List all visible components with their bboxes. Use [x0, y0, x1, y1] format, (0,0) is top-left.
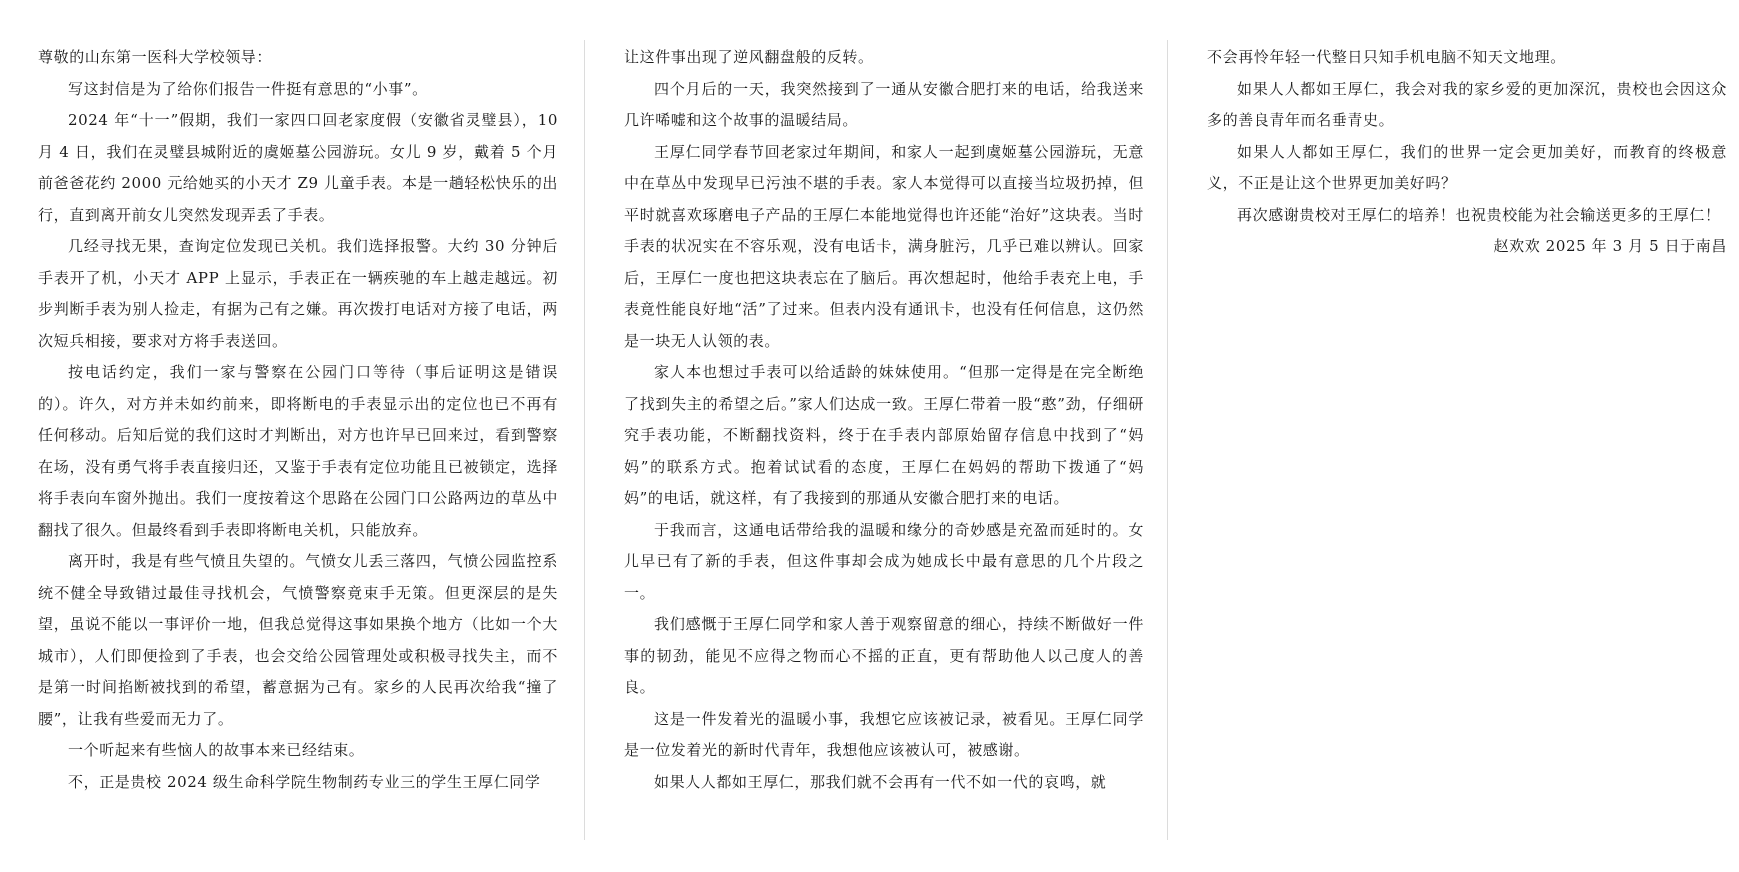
paragraph-continuation: 不会再怜年轻一代整日只知手机电脑不知天文地理。: [1207, 48, 1566, 66]
paragraph: 如果人人都如王厚仁，我们的世界一定会更加美好，而教育的终极意义，不正是让这个世界更加美好吗？: [1207, 142, 1727, 192]
salutation: 尊敬的山东第一医科大学校领导：: [38, 48, 273, 66]
signature: 赵欢欢 2025 年 3 月 5 日于南昌: [1493, 237, 1727, 255]
paragraph: 王厚仁同学春节回老家过年期间，和家人一起到虞姬墓公园游玩，无意中在草丛中发现早已污浊不堪的手表。家人本觉得可以直接当垃圾扔掉，但平时就喜欢琢磨电子产品的王厚仁本能地觉得也许还能“治好”这块表。当时手表的状况实在不容乐观，没有电话卡，满身脏污，几乎已难以辨认。回家后，王厚仁一度也把这块表忘在了脑后。再次想起时，他给手表充上电，手表竟性能良好地“活”了过来。但表内没有通讯卡，也没有任何信息，这仍然是一块无人认领的表。: [624, 142, 1144, 350]
paragraph: 如果人人都如王厚仁，我会对我的家乡爱的更加深沉，贵校也会因这众多的善良青年而名垂青史。: [1207, 79, 1727, 129]
paragraph: 家人本也想过手表可以给适龄的妹妹使用。“但那一定得是在完全断绝了找到失主的希望之后。”家人们达成一致。王厚仁带着一股“憨”劲，仔细研究手表功能，不断翻找资料，终于在手表内部原始留存信息中找到了“妈妈”的联系方式。抱着试试看的态度，王厚仁在妈妈的帮助下拨通了“妈妈”的电话，就这样，有了我接到的那通从安徽合肥打来的电话。: [624, 363, 1144, 507]
letter-column-1: [38, 42, 558, 798]
paragraph-continuation: 让这件事出现了逆风翻盘般的反转。: [624, 48, 874, 66]
letter-column-3: [1207, 42, 1727, 263]
paragraph: 这是一件发着光的温暖小事，我想它应该被记录，被看见。王厚仁同学是一位发着光的新时代青年，我想他应该被认可，被感谢。: [624, 709, 1144, 759]
paragraph: 于我而言，这通电话带给我的温暖和缘分的奇妙感是充盈而延时的。女儿早已有了新的手表，但这件事却会成为她成长中最有意思的几个片段之一。: [624, 520, 1144, 602]
paragraph: 离开时，我是有些气愤且失望的。气愤女儿丢三落四，气愤公园监控系统不健全导致错过最佳寻找机会，气愤警察竟束手无策。但更深层的是失望，虽说不能以一事评价一地，但我总觉得这事如果换个地方（比如一个大城市），人们即便捡到了手表，也会交给公园管理处或积极寻找失主，而不是第一时间掐断被找到的希望，蓄意据为己有。家乡的人民再次给我“撞了腰”，让我有些爱而无力了。: [38, 552, 558, 728]
paragraph: 再次感谢贵校对王厚仁的培养！也祝贵校能为社会输送更多的王厚仁！: [1237, 205, 1721, 224]
paragraph: 四个月后的一天，我突然接到了一通从安徽合肥打来的电话，给我送来几许唏嘘和这个故事的温暖结局。: [624, 79, 1144, 129]
paragraph: 2024 年“十一”假期，我们一家四口回老家度假（安徽省灵璧县），10 月 4 日，我们在灵璧县城附近的虞姬墓公园游玩。女儿 9 岁，戴着 5 个月前爸爸花约 2000 元给她买的小天才 Z9 儿童手表。本是一趟轻松快乐的出行，直到离开前女儿突然发现弄丢了手表。: [38, 111, 559, 224]
column-divider: [1167, 40, 1168, 840]
paragraph: 按电话约定，我们一家与警察在公园门口等待（事后证明这是错误的）。许久，对方并未如约前来，即将断电的手表显示出的定位也已不再有任何移动。后知后觉的我们这时才判断出，对方也许早已回来过，看到警察在场，没有勇气将手表直接归还，又鉴于手表有定位功能且已被锁定，选择将手表向车窗外抛出。我们一度按着这个思路在公园门口公路两边的草丛中翻找了很久。但最终看到手表即将断电关机，只能放弃。: [38, 363, 558, 539]
paragraph: 写这封信是为了给你们报告一件挺有意思的“小事”。: [68, 79, 428, 98]
paragraph: 我们感慨于王厚仁同学和家人善于观察留意的细心，持续不断做好一件事的韧劲，能见不应得之物而心不摇的正直，更有帮助他人以己度人的善良。: [624, 615, 1144, 696]
paragraph: 几经寻找无果，查询定位发现已关机。我们选择报警。大约 30 分钟后手表开了机，小天才 APP 上显示，手表正在一辆疾驰的车上越走越远。初步判断手表为别人捡走，有据为己有之嫌。再次拨打电话对方接了电话，两次短兵相接，要求对方将手表送回。: [38, 237, 558, 350]
paragraph: 一个听起来有些恼人的故事本来已经结束。: [68, 741, 365, 759]
column-divider: [584, 40, 585, 840]
paragraph: 不，正是贵校 2024 级生命科学院生物制药专业三的学生王厚仁同学: [68, 772, 541, 791]
paragraph: 如果人人都如王厚仁，那我们就不会再有一代不如一代的哀鸣，就: [654, 772, 1107, 791]
letter-column-2: [624, 42, 1144, 798]
